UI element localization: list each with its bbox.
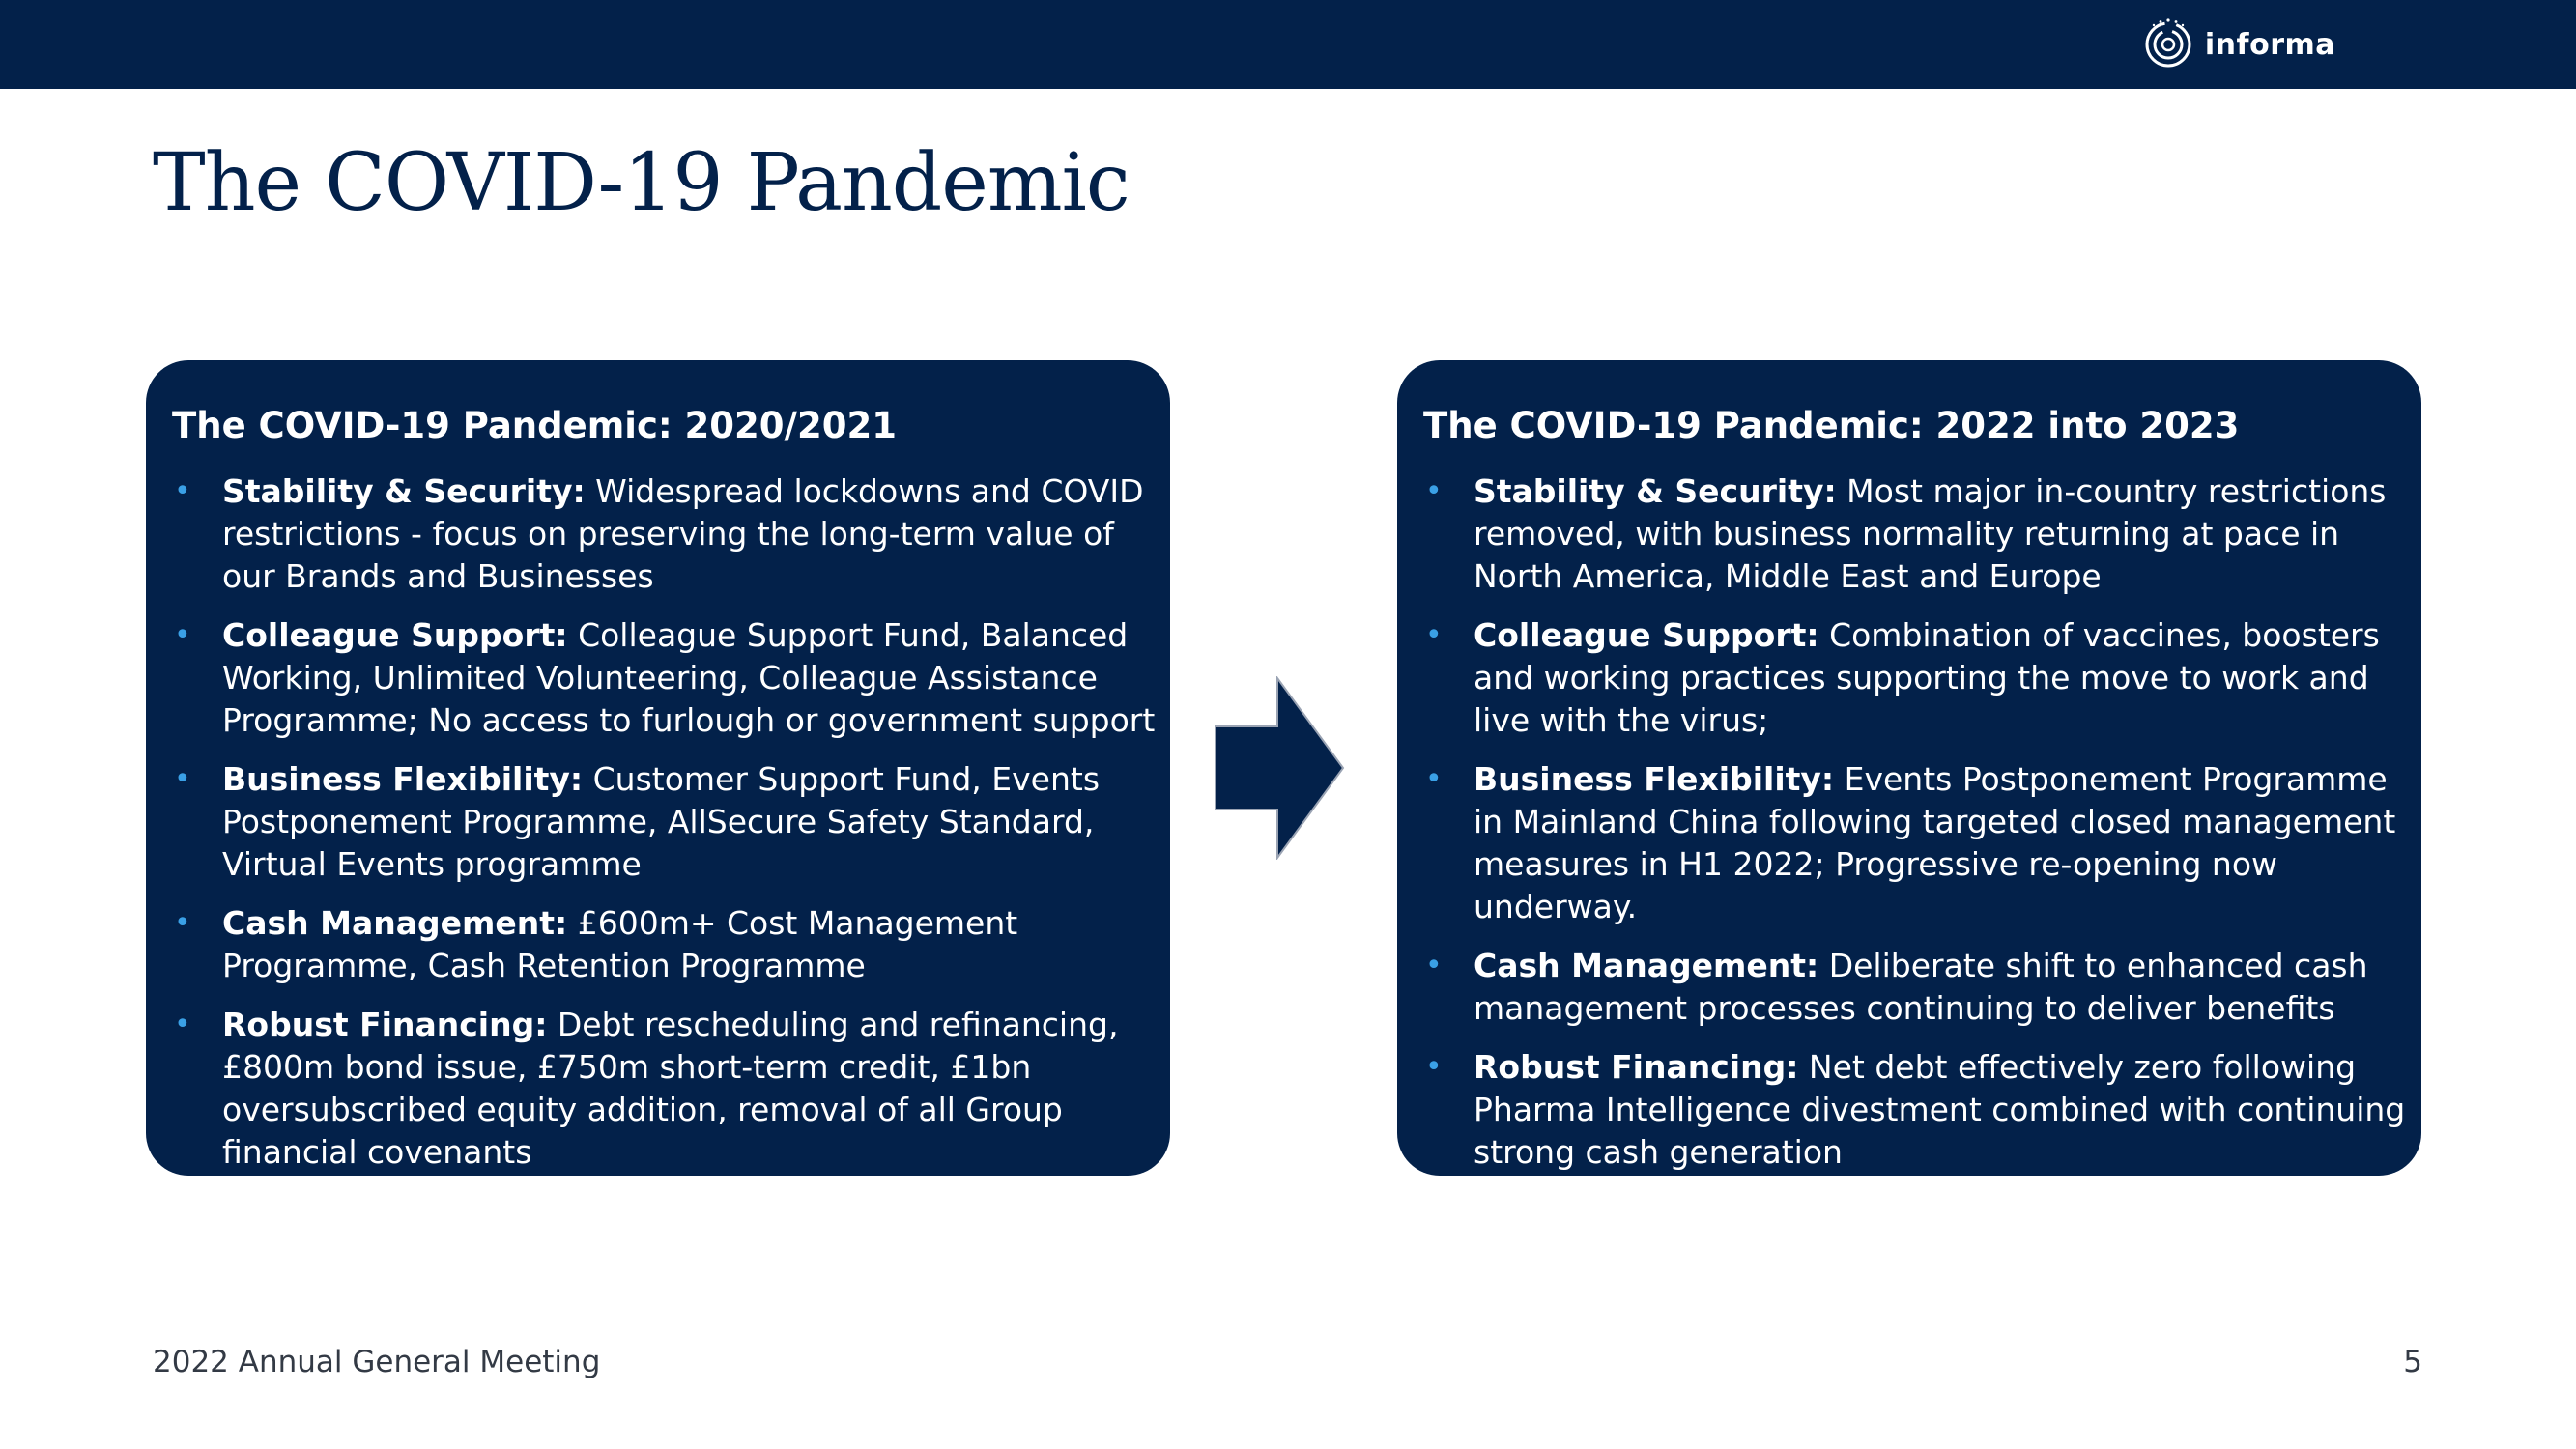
informa-logo [2141,14,2335,75]
bullet-term: Colleague Support: [1474,616,1819,654]
bullet-text: Deliberate shift to enhanced cash management processes continuing to deliver benefits [1474,947,2368,1027]
bullet-item [172,1004,1167,1174]
bullet-text: Debt rescheduling and refinancing, £800m bond issue, £750m short-term credit, £1bn oversubscribed equity addition, removal of all Group financial covenants [222,1006,1119,1171]
bullet-dot-icon: • [174,1008,191,1041]
footer-meeting-label: 2022 Annual General Meeting [153,1345,601,1379]
page-title: The COVID-19 Pandemic [153,137,1130,229]
bullet-text: Events Postponement Programme in Mainland China following targeted closed management measures in H1 2022; Progressive re-opening now underway. [1474,760,2396,925]
bullet-item [1423,614,2419,742]
top-banner [0,0,2576,89]
bullet-term: Stability & Security: [222,472,586,510]
bullet-term: Colleague Support: [222,616,568,654]
bullet-text: Most major in-country restrictions removed, with business normality returning at pace in North America, Middle East and Europe [1474,472,2387,595]
bullet-term: Cash Management: [1474,947,1819,984]
bullet-dot-icon: • [1425,1050,1443,1084]
bullet-item [1423,758,2419,928]
informa-logo-icon [2141,17,2195,71]
bullet-item [172,758,1167,886]
bullet-item [172,614,1167,742]
bullet-dot-icon: • [1425,618,1443,652]
bullet-item [1423,1046,2419,1174]
panel-2020-2021 [146,360,1170,1176]
panel-2022-2023 [1397,360,2421,1176]
bullet-item [1423,945,2419,1030]
bullet-dot-icon: • [1425,949,1443,982]
bullet-text: Colleague Support Fund, Balanced Working, Unlimited Volunteering, Colleague Assistance Programme; No access to furlough or government support [222,616,1156,739]
page-number: 5 [2403,1345,2422,1379]
bullet-dot-icon: • [174,906,191,940]
panel-title: The COVID-19 Pandemic: 2020/2021 [172,405,898,446]
bullet-term: Robust Financing: [222,1006,548,1043]
bullet-dot-icon: • [174,618,191,652]
bullet-text: £600m+ Cost Management Programme, Cash Retention Programme [222,904,1018,984]
bullet-item [172,902,1167,987]
bullet-term: Business Flexibility: [1474,760,1835,798]
bullet-term: Cash Management: [222,904,568,942]
bullet-dot-icon: • [174,474,191,508]
bullet-term: Stability & Security: [1474,472,1837,510]
logo-wordmark: informa [2204,27,2335,62]
bullet-item [1423,470,2419,598]
bullet-dot-icon: • [1425,474,1443,508]
bullet-term: Robust Financing: [1474,1048,1799,1086]
bullet-dot-icon: • [174,762,191,796]
bullet-item [172,470,1167,598]
bullet-dot-icon: • [1425,762,1443,796]
bullet-text: Combination of vaccines, boosters and working practices supporting the move to work and live with the virus; [1474,616,2380,739]
bullet-text: Net debt effectively zero following Pharma Intelligence divestment combined with continuing strong cash generation [1474,1048,2406,1171]
bullet-term: Business Flexibility: [222,760,584,798]
bullet-text: Widespread lockdowns and COVID restrictions - focus on preserving the long-term value of our Brands and Businesses [222,472,1144,595]
bullet-list [1423,470,2419,1190]
right-arrow-icon [1214,676,1345,860]
panel-title: The COVID-19 Pandemic: 2022 into 2023 [1423,405,2240,446]
bullet-text: Customer Support Fund, Events Postponement Programme, AllSecure Safety Standard, Virtual Events programme [222,760,1101,883]
bullet-list [172,470,1167,1190]
